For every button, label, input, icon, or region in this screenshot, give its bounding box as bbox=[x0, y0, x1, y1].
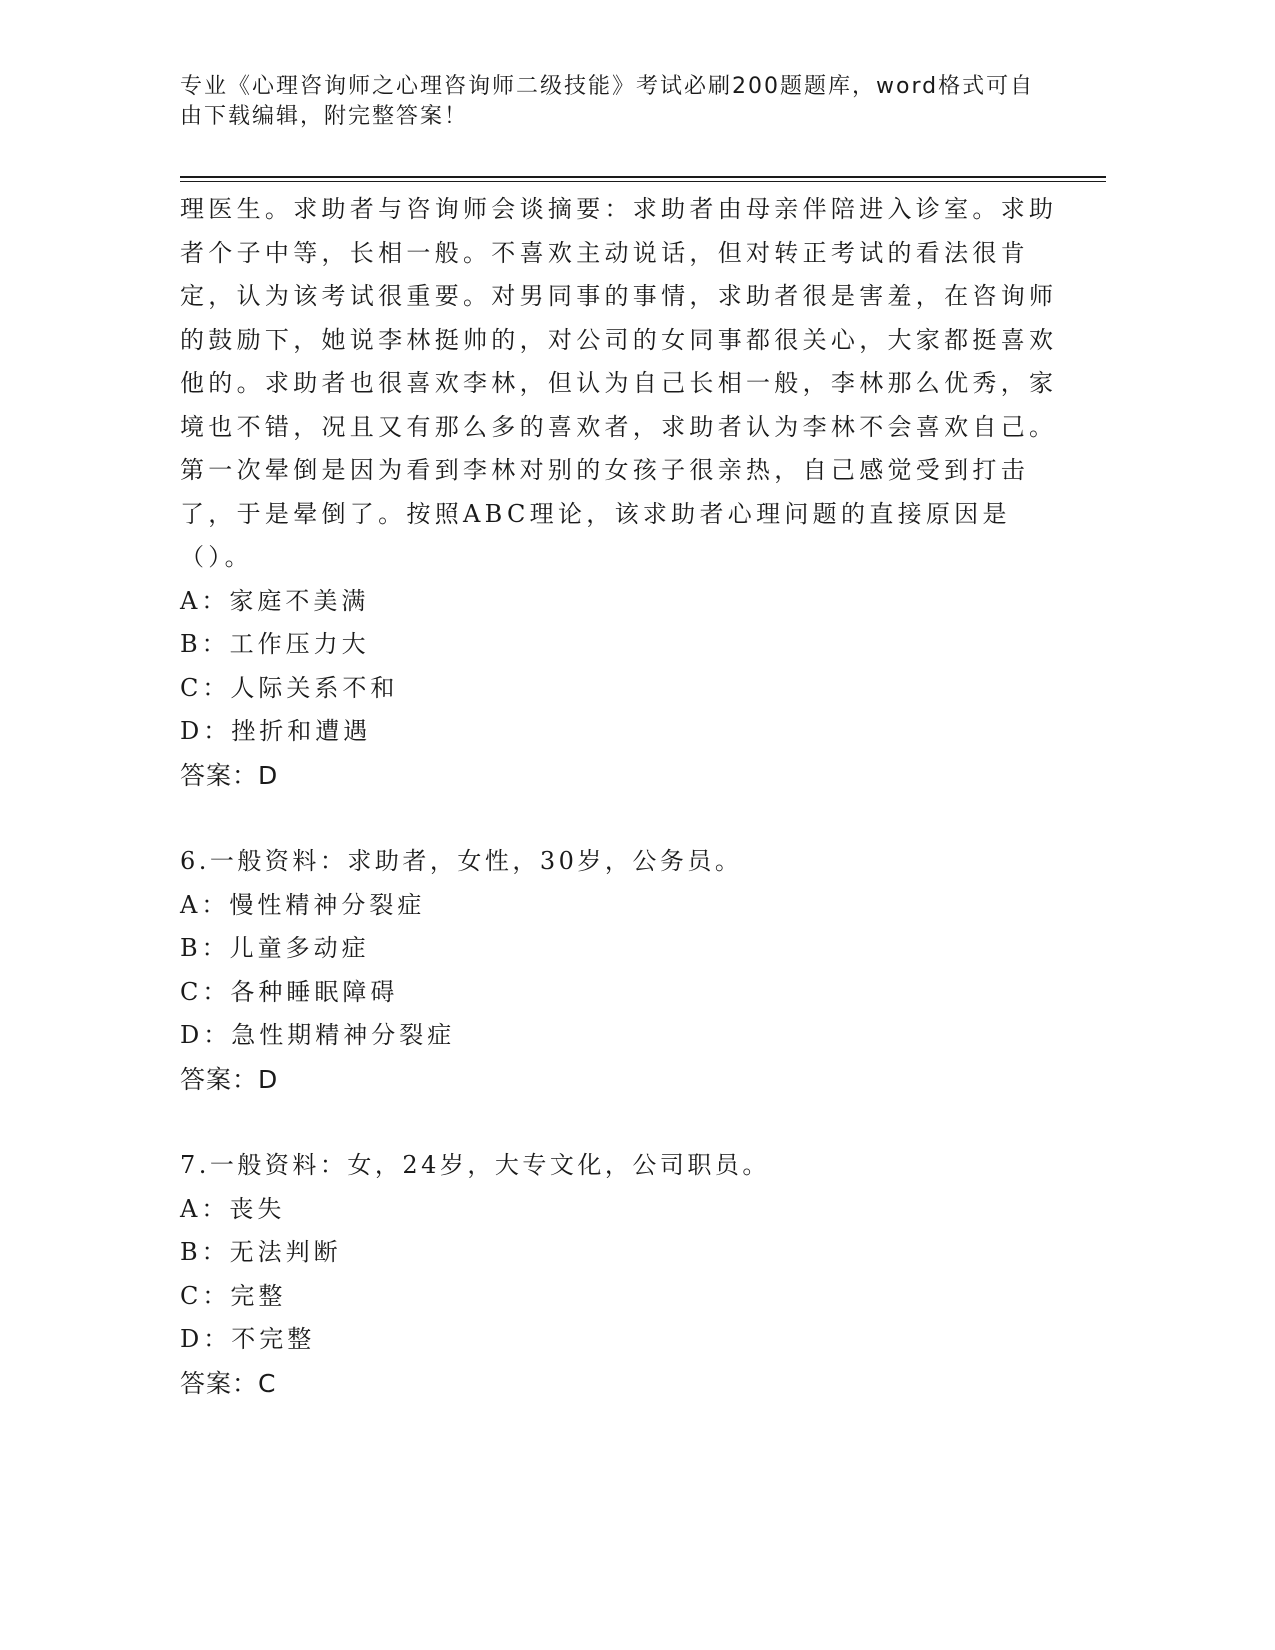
document-header bbox=[180, 72, 1040, 132]
question-6-answer: 答案：D bbox=[180, 1064, 279, 1094]
question-5-option-b: B：工作压力大 bbox=[180, 630, 370, 658]
question-7-option-b: B：无法判断 bbox=[180, 1238, 342, 1266]
question-7-option-a: A：丧失 bbox=[180, 1194, 286, 1223]
question-content bbox=[180, 188, 1060, 1405]
question-6-option-a: A：慢性精神分裂症 bbox=[180, 890, 426, 919]
question-5 bbox=[180, 188, 1060, 797]
question-5-option-a: A：家庭不美满 bbox=[180, 586, 370, 615]
question-7-title: 7.一般资料：女，24岁，大专文化，公司职员。 bbox=[180, 1151, 770, 1179]
question-6-option-b: B：儿童多动症 bbox=[180, 934, 370, 962]
question-6-title: 6.一般资料：求助者，女性，30岁，公务员。 bbox=[180, 847, 743, 875]
question-6 bbox=[180, 840, 1060, 1101]
header-divider-thick bbox=[180, 176, 1106, 178]
question-spacer bbox=[180, 1101, 1060, 1144]
question-5-answer: 答案：D bbox=[180, 760, 279, 790]
document-title: 专业《心理咨询师之心理咨询师二级技能》考试必刷200题题库，word格式可自由下载编辑，附完整答案！ bbox=[180, 74, 1035, 129]
question-7-option-d: D：不完整 bbox=[180, 1325, 316, 1353]
question-5-text: 理医生。求助者与咨询师会谈摘要：求助者由母亲伴陪进入诊室。求助者个子中等，长相一般。不喜欢主动说话，但对转正考试的看法很肯定，认为该考试很重要。对男同事的事情，求助者很是害羞，在咨询师的鼓励下，她说李林挺帅的，对公司的女同事都很关心，大家都挺喜欢他的。求助者也很喜欢李林，但认为自己长相一般，李林那么优秀，家境也不错，况且又有那么多的喜欢者，求助者认为李林不会喜欢自己。第一次晕倒是因为看到李林对别的女孩子很亲热，自己感觉受到打击了，于是晕倒了。按照ABC理论，该求助者心理问题的直接原因是（）。 bbox=[180, 195, 1058, 571]
question-spacer bbox=[180, 797, 1060, 840]
question-6-option-d: D：急性期精神分裂症 bbox=[180, 1021, 456, 1049]
question-7-answer: 答案：C bbox=[180, 1368, 277, 1398]
question-5-option-d: D：挫折和遭遇 bbox=[180, 717, 372, 745]
question-6-option-c: C：各种睡眠障碍 bbox=[180, 977, 399, 1006]
question-7-option-c: C：完整 bbox=[180, 1281, 287, 1310]
question-7 bbox=[180, 1144, 1060, 1405]
header-divider-thin bbox=[180, 181, 1106, 182]
question-5-option-c: C：人际关系不和 bbox=[180, 673, 399, 702]
